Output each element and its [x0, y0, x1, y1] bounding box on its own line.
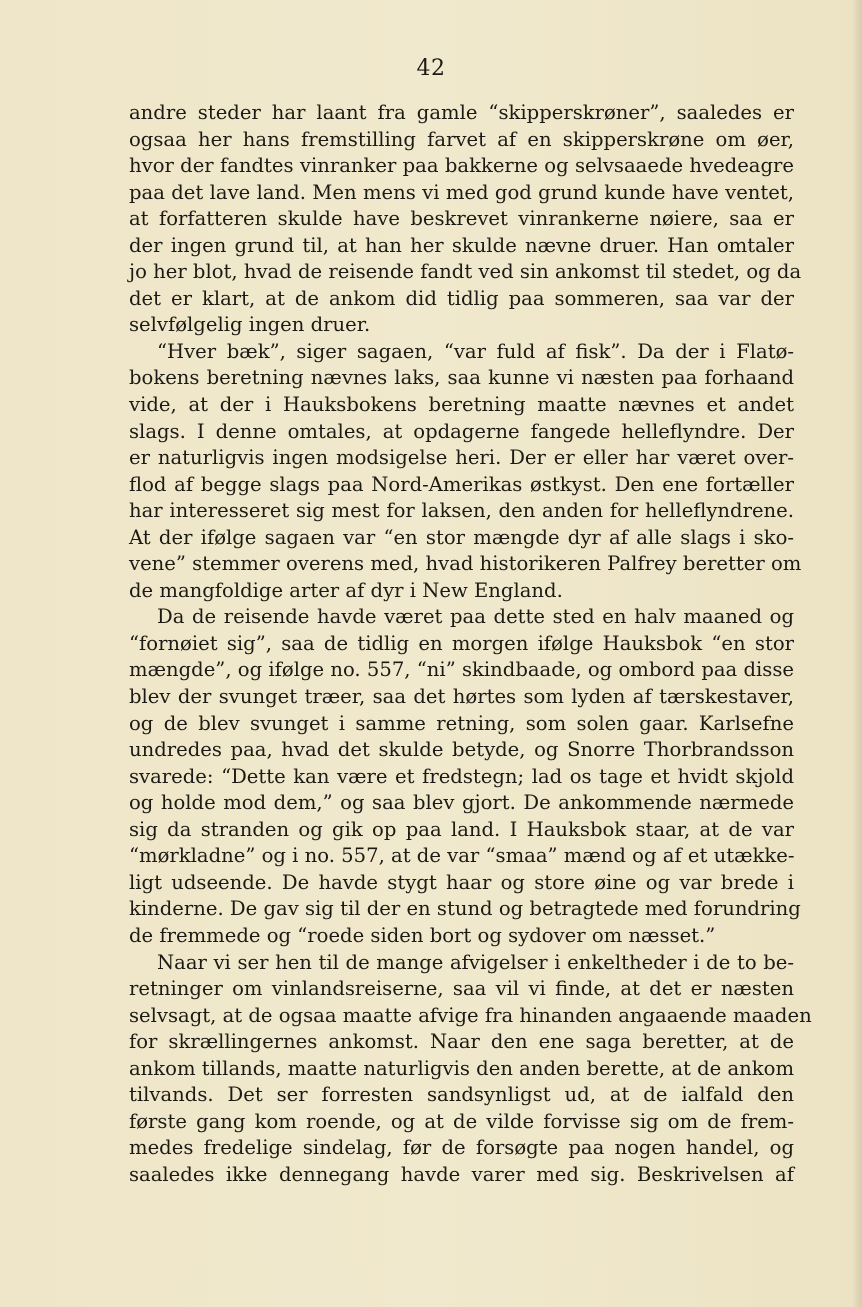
text-line: tilvands. Det ser forresten sandsynligst ud, at de ialfald den [129, 1083, 794, 1107]
text-line: ogsaa her hans fremstilling farvet af en skipperskrøne om øer, [129, 127, 794, 151]
text-line: jo her blot, hvad de reisende fandt ved sin ankomst til stedet, og da [129, 260, 802, 284]
text-line: er naturligvis ingen modsigelse heri. Der er eller har været over- [129, 446, 794, 470]
text-line: ligt udseende. De havde stygt haar og store øine og var brede i [129, 870, 794, 894]
text-line: har interesseret sig mest for laksen, den anden for helleflyndrene. [129, 499, 794, 523]
text-line: der ingen grund til, at han her skulde nævne druer. Han omtaler [129, 233, 794, 257]
text-line: vide, at der i Hauksbokens beretning maatte nævnes et andet [129, 393, 794, 417]
text-line: første gang kom roende, og at de vilde forvisse sig om de frem- [129, 1109, 794, 1133]
text-line: saaledes ikke dennegang havde varer med sig. Beskrivelsen af [129, 1162, 794, 1186]
page-edge-shadow [852, 0, 862, 1307]
text-line: “mørkladne” og i no. 557, at de var “smaa” mænd og af et utække- [129, 844, 795, 868]
text-line: de fremmede og “roede siden bort og sydover om næsset.” [129, 923, 716, 947]
text-line: vene” stemmer overens med, hvad historikeren Palfrey beretter om [129, 552, 802, 576]
text-line: bokens beretning nævnes laks, saa kunne vi næsten paa forhaand [129, 366, 794, 390]
page-number: 42 [416, 56, 446, 81]
text-line: svarede: “Dette kan være et fredstegn; lad os tage et hvidt skjold [129, 764, 794, 788]
text-line: “fornøiet sig”, saa de tidlig en morgen ifølge Hauksbok “en stor [129, 631, 794, 655]
text-line: medes fredelige sindelag, før de forsøgte paa nogen handel, og [129, 1136, 794, 1160]
text-line: retninger om vinlandsreiserne, saa vil vi finde, at det er næsten [129, 977, 794, 1001]
text-line: Da de reisende havde været paa dette sted en halv maaned og [157, 605, 794, 629]
text-line: andre steder har laant fra gamle “skipperskrøner”, saaledes er [129, 101, 794, 124]
body-text [129, 100, 812, 1188]
text-line: blev der svunget træer, saa det hørtes som lyden af tærskestaver, [129, 685, 794, 709]
text-line: det er klart, at de ankom did tidlig paa sommeren, saa var der [129, 286, 794, 310]
text-line: og de blev svunget i samme retning, som solen gaar. Karlsefne [129, 711, 794, 735]
text-line: ankom tillands, maatte naturligvis den anden berette, at de ankom [129, 1056, 795, 1080]
text-line: mængde”, og ifølge no. 557, “ni” skindbaade, og ombord paa disse [129, 658, 794, 682]
text-line: “Hver bæk”, siger sagaen, “var fuld af fisk”. Da der i Flatø- [157, 339, 794, 363]
text-line: hvor der fandtes vinranker paa bakkerne og selvsaaede hvedeagre [129, 154, 794, 178]
text-line: for skrællingernes ankomst. Naar den ene saga beretter, at de [129, 1030, 794, 1054]
text-line: selvsagt, at de ogsaa maatte afvige fra hinanden angaaende maaden [129, 1003, 812, 1027]
text-line: de mangfoldige arter af dyr i New England. [129, 578, 563, 602]
text-line: slags. I denne omtales, at opdagerne fangede helleflyndre. Der [129, 419, 794, 443]
text-line: At der ifølge sagaen var “en stor mængde dyr af alle slags i sko- [129, 525, 794, 549]
text-line: kinderne. De gav sig til der en stund og betragtede med forundring [129, 897, 801, 921]
text-line: flod af begge slags paa Nord-Amerikas østkyst. Den ene fortæller [129, 472, 794, 496]
text-line: og holde mod dem,” og saa blev gjort. De ankommende nærmede [129, 791, 794, 815]
text-line: undredes paa, hvad det skulde betyde, og Snorre Thorbrandsson [129, 738, 794, 762]
text-line: selvfølgelig ingen druer. [129, 313, 371, 337]
text-line: sig da stranden og gik op paa land. I Hauksbok staar, at de var [129, 817, 794, 841]
text-line: at forfatteren skulde have beskrevet vinrankerne nøiere, saa er [129, 207, 794, 231]
text-line: paa det lave land. Men mens vi med god grund kunde have ventet, [129, 180, 794, 204]
text-line: Naar vi ser hen til de mange afvigelser i enkeltheder i de to be- [157, 950, 794, 974]
